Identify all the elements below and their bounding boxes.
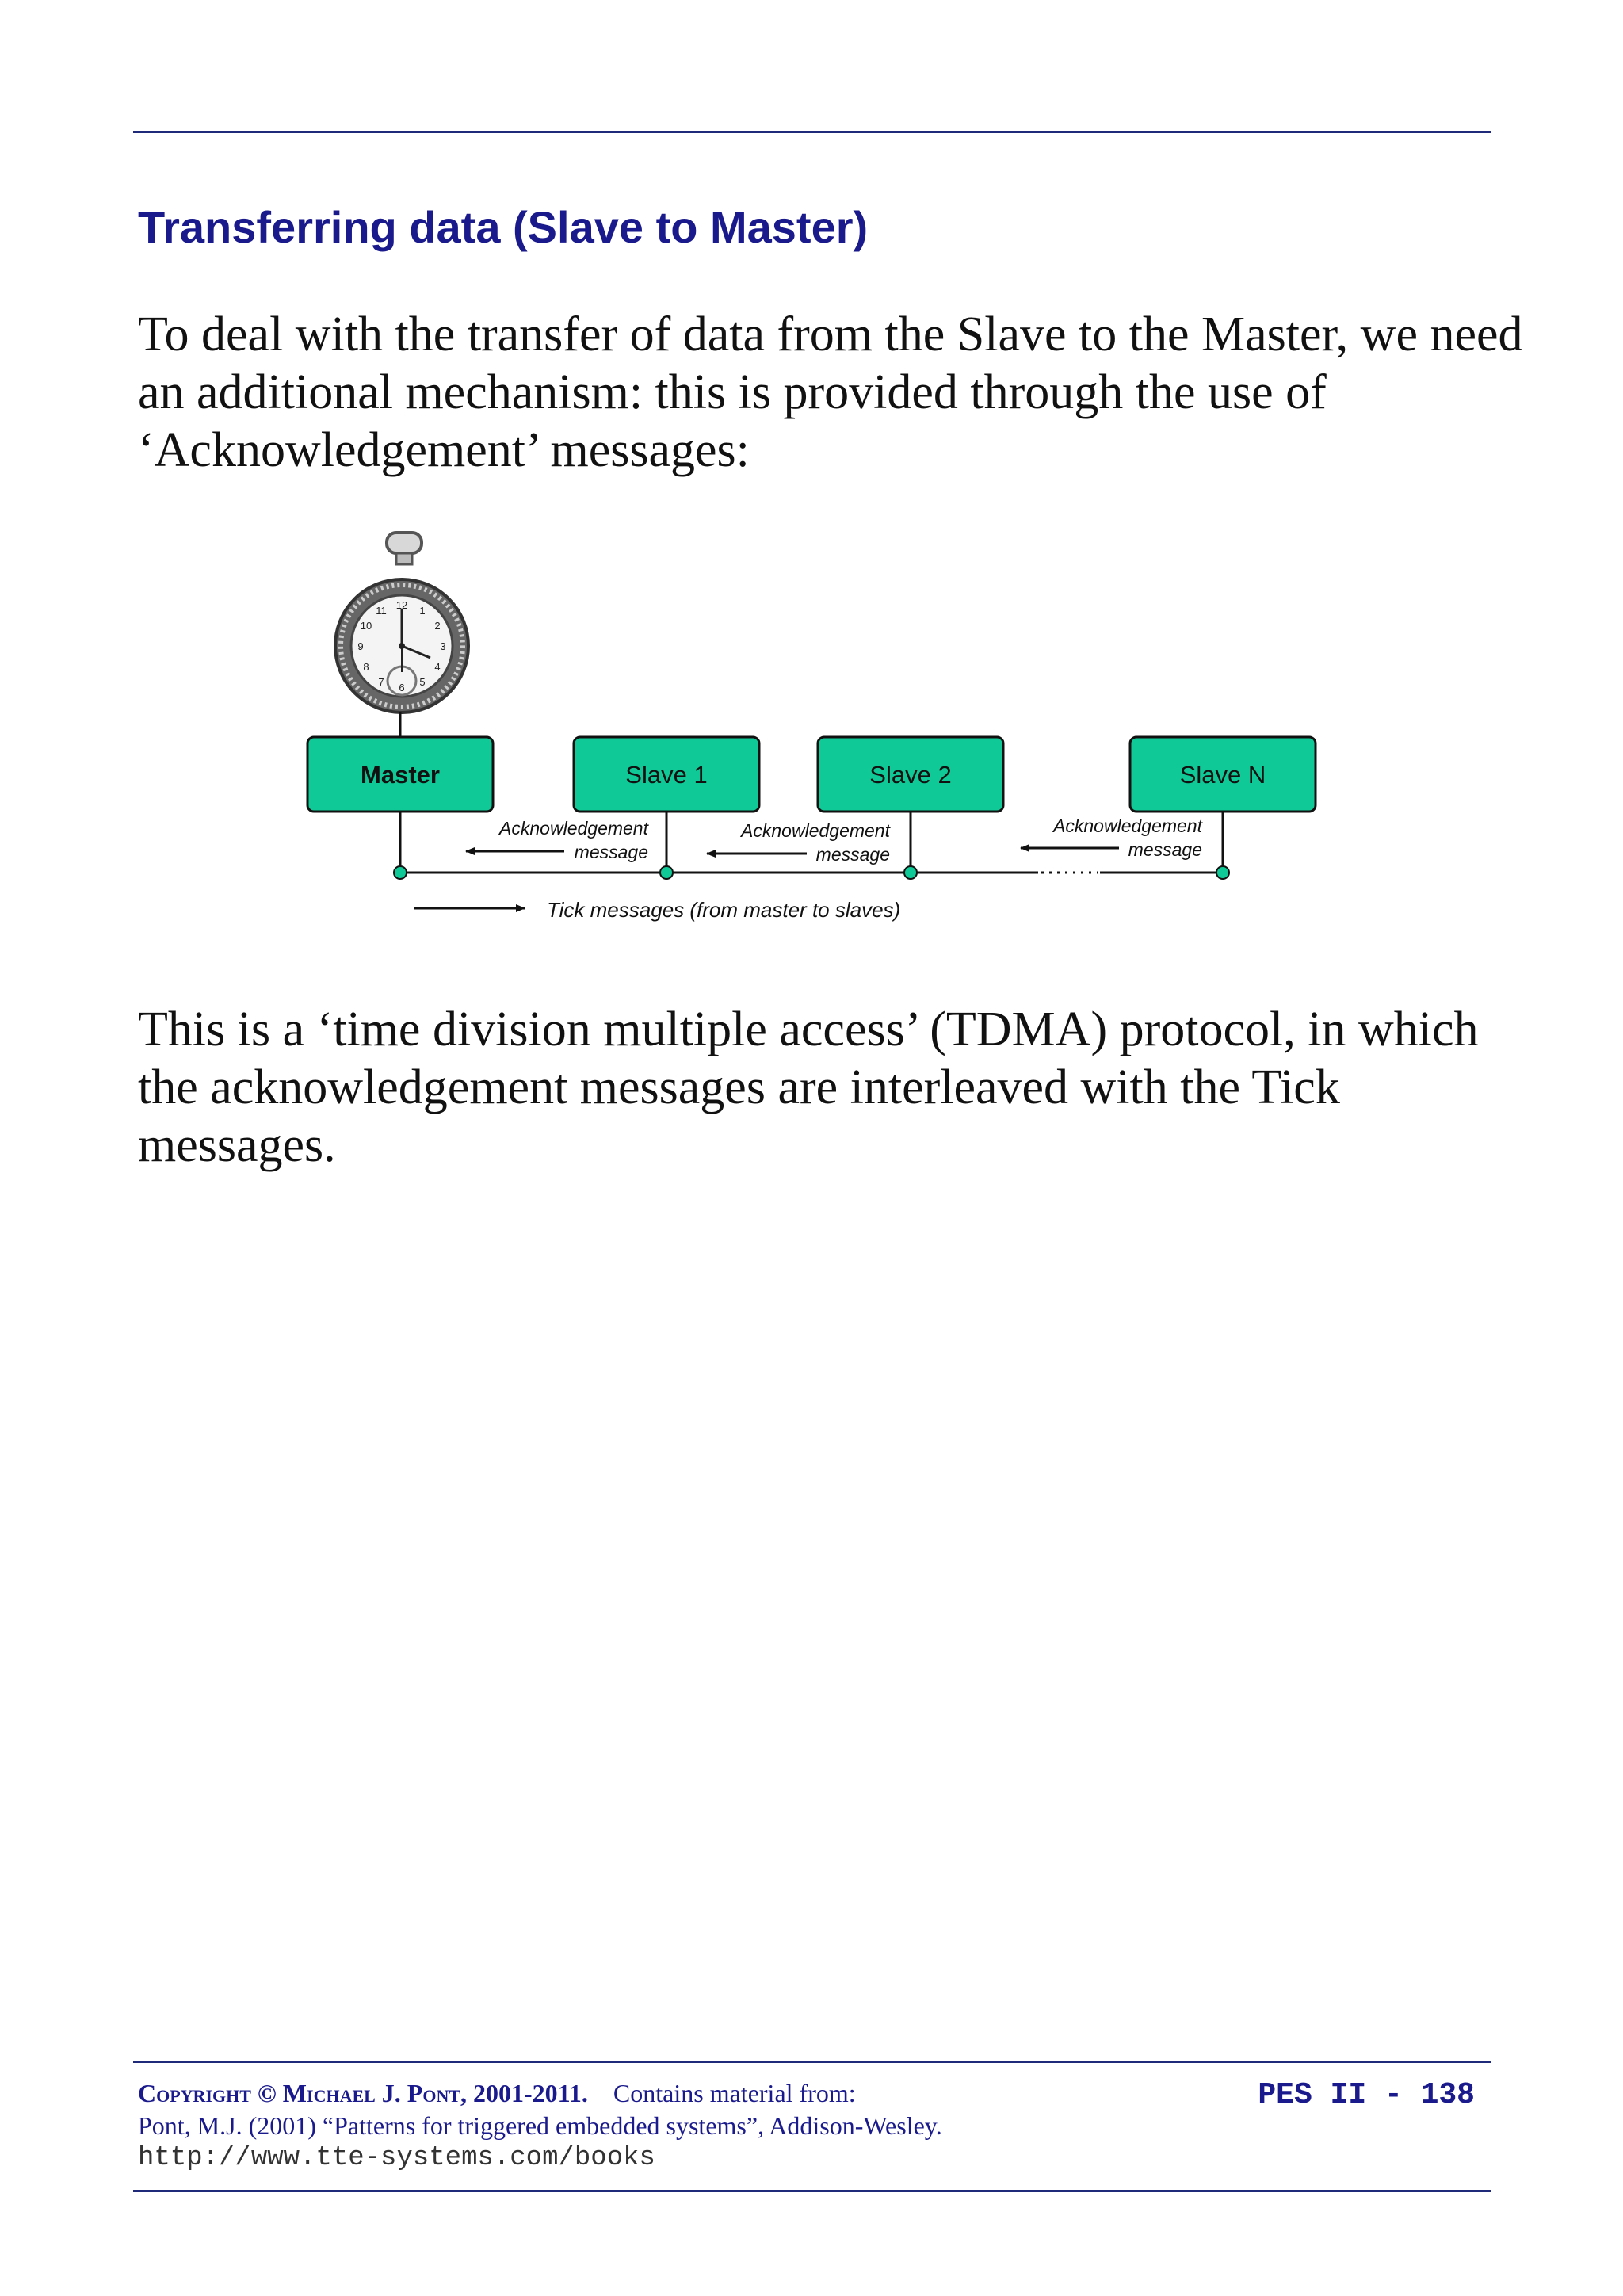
tick-label: Tick messages (from master to slaves) [547, 898, 901, 922]
node-connector-dot [904, 866, 917, 879]
contains-text: Contains material from: [613, 2079, 856, 2107]
clock-number: 5 [419, 676, 426, 689]
footer-copyright-line [138, 2079, 856, 2108]
ack-label-line2: message [574, 842, 648, 862]
page-number: PES II - 138 [1258, 2078, 1475, 2112]
node-connector-dot [394, 866, 407, 879]
ack-label-line2: message [1128, 839, 1202, 860]
ack-label-line1: Acknowledgement [499, 818, 648, 839]
clock-number: 6 [399, 682, 405, 693]
footer-top-rule [133, 2061, 1491, 2063]
clock-number: 10 [360, 620, 372, 632]
tdma-diagram [285, 529, 1347, 942]
clock-number: 11 [376, 604, 387, 617]
footer-reference: Pont, M.J. (2001) “Patterns for triggered embedded systems”, Addison-Wesley. [138, 2111, 942, 2140]
footer-url: http://www.tte-systems.com/books [138, 2143, 655, 2173]
node-label-slave-2: Slave 2 [869, 761, 952, 789]
clock-number: 8 [363, 661, 369, 673]
node-label-slave-n: Slave N [1179, 761, 1266, 789]
clock-number: 3 [440, 640, 446, 652]
copyright-text: Copyright © Michael J. Pont, 2001-2011. [138, 2079, 588, 2107]
clock-number: 4 [434, 661, 441, 673]
clock-number: 1 [419, 604, 426, 617]
stopwatch-icon [335, 533, 468, 712]
clock-number: 2 [434, 620, 441, 632]
ack-label-line2: message [815, 844, 890, 865]
page-title: Transferring data (Slave to Master) [138, 202, 869, 252]
footer-bottom-rule [133, 2190, 1491, 2192]
node-connector-dot [1216, 866, 1229, 879]
node-connector-dot [660, 866, 673, 879]
clock-number: 12 [395, 599, 408, 611]
node-label-slave-1: Slave 1 [625, 761, 708, 789]
ack-label-line1: Acknowledgement [741, 820, 890, 841]
body-paragraph: This is a ‘time division multiple access’ (TDMA) protocol, in which the acknowledgement messages are interleaved with the Tick messages. [138, 1003, 1479, 1172]
clock-number: 9 [357, 640, 364, 652]
clock-number: 7 [378, 676, 384, 689]
ack-label-line1: Acknowledgement [1053, 816, 1202, 836]
top-rule [133, 131, 1491, 133]
intro-paragraph: To deal with the transfer of data from the Slave to the Master, we need an additional mechanism: this is provided through the use of ‘Acknowledgement’ messages: [138, 308, 1523, 477]
node-label-master: Master [361, 761, 440, 789]
